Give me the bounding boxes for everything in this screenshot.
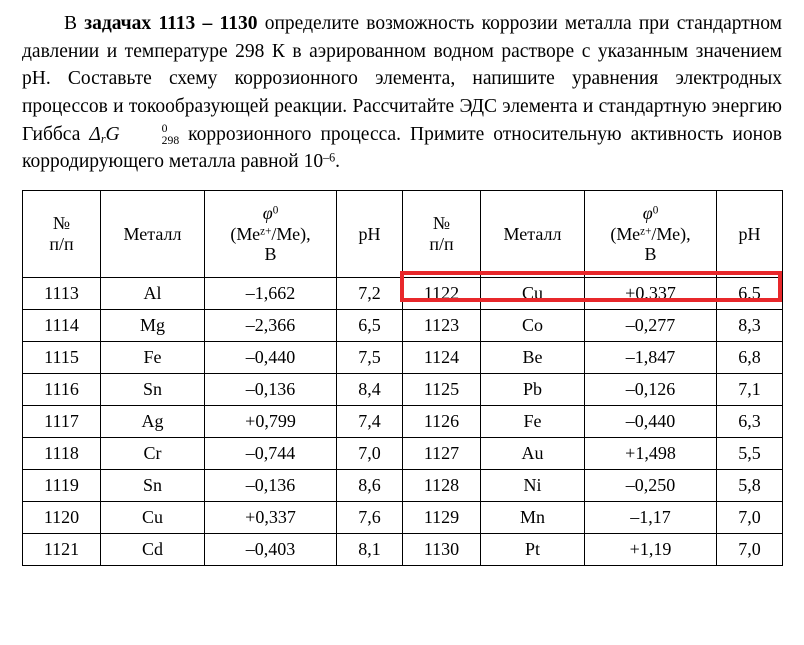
gibbs-letter-g: G	[105, 123, 120, 145]
cell-ph: 8,6	[337, 470, 403, 502]
cell-ph: 6,3	[717, 406, 783, 438]
header-potential-right	[585, 191, 717, 278]
header-phi-symbol-left: φ	[262, 203, 273, 224]
cell-potential: –0,277	[585, 310, 717, 342]
header-ph-right: рН	[717, 191, 783, 278]
cell-np: 1117	[23, 406, 101, 438]
header-phi-unit-right: В	[644, 244, 657, 265]
header-np-right-line2: п/п	[429, 234, 454, 255]
cell-np: 1120	[23, 502, 101, 534]
cell-potential: –2,366	[205, 310, 337, 342]
cell-metal: Cu	[481, 278, 585, 310]
table-row	[23, 278, 783, 310]
cell-potential: –0,440	[205, 342, 337, 374]
cell-ph: 7,2	[337, 278, 403, 310]
header-np-right-line1: №	[432, 213, 451, 234]
header-phi-sup-right: 0	[652, 204, 659, 217]
cell-potential: –0,136	[205, 374, 337, 406]
cell-potential: –1,17	[585, 502, 717, 534]
table-row	[23, 502, 783, 534]
cell-potential: –0,403	[205, 534, 337, 566]
table-row	[23, 470, 783, 502]
cell-potential: –0,126	[585, 374, 717, 406]
table-row	[23, 342, 783, 374]
cell-np: 1124	[403, 342, 481, 374]
cell-ph: 7,0	[337, 438, 403, 470]
table-row	[23, 310, 783, 342]
cell-np: 1113	[23, 278, 101, 310]
intro-segment-2: определите возможность коррозии металла при стандартном давлении и температуре 298 К в аэрированном водном растворе с указанным значением рН. Составьте схему коррозионного элемента, напишите уравнения электродных процессов и токообразующей реакции. Рассчитайте ЭДС элемента и стандартную энергию Гиббса	[22, 13, 782, 145]
header-potential-left	[205, 191, 337, 278]
cell-np: 1114	[23, 310, 101, 342]
cell-np: 1126	[403, 406, 481, 438]
cell-potential: +0,799	[205, 406, 337, 438]
cell-metal: Au	[481, 438, 585, 470]
cell-ph: 8,1	[337, 534, 403, 566]
cell-ph: 8,3	[717, 310, 783, 342]
cell-ph: 7,4	[337, 406, 403, 438]
cell-metal: Cu	[101, 502, 205, 534]
cell-potential: –0,136	[205, 470, 337, 502]
cell-ph: 7,6	[337, 502, 403, 534]
cell-potential: +0,337	[585, 278, 717, 310]
gibbs-subscript-r: r	[100, 131, 106, 146]
cell-ph: 6,5	[337, 310, 403, 342]
header-phi-symbol-right: φ	[642, 203, 653, 224]
cell-np: 1121	[23, 534, 101, 566]
header-phi-charge-left: z+	[260, 225, 272, 238]
header-np-left	[23, 191, 101, 278]
cell-potential: –1,662	[205, 278, 337, 310]
cell-np: 1129	[403, 502, 481, 534]
table-row	[23, 406, 783, 438]
task-range-bold: задачах 1113 – 1130	[84, 13, 258, 34]
gibbs-superscript: 0	[161, 122, 168, 136]
gibbs-subscript: 298	[161, 133, 180, 147]
header-phi-prefix-right: (Ме	[610, 223, 641, 244]
cell-metal: Ni	[481, 470, 585, 502]
cell-metal: Fe	[481, 406, 585, 438]
cell-potential: +0,337	[205, 502, 337, 534]
cell-ph: 7,0	[717, 534, 783, 566]
intro-segment-4: .	[335, 151, 341, 173]
cell-np: 1116	[23, 374, 101, 406]
cell-metal: Fe	[101, 342, 205, 374]
cell-metal: Ag	[101, 406, 205, 438]
cell-metal: Co	[481, 310, 585, 342]
cell-potential: +1,498	[585, 438, 717, 470]
gibbs-supsub	[120, 123, 180, 146]
header-metal-left: Металл	[101, 191, 205, 278]
cell-metal: Mn	[481, 502, 585, 534]
cell-ph: 7,1	[717, 374, 783, 406]
data-table-wrapper	[22, 190, 782, 566]
activity-exponent: –6	[323, 151, 336, 165]
cell-potential: –0,744	[205, 438, 337, 470]
intro-segment-1: В	[64, 13, 85, 34]
table-header-row	[23, 191, 783, 278]
header-ph-left: рН	[337, 191, 403, 278]
header-np-left-line1: №	[52, 213, 71, 234]
cell-np: 1115	[23, 342, 101, 374]
cell-metal: Be	[481, 342, 585, 374]
header-phi-unit-left: В	[264, 244, 277, 265]
cell-potential: –0,440	[585, 406, 717, 438]
header-phi-suffix-left: /Ме),	[271, 223, 311, 244]
cell-metal: Cr	[101, 438, 205, 470]
cell-np: 1125	[403, 374, 481, 406]
table-body	[23, 278, 783, 566]
cell-ph: 8,4	[337, 374, 403, 406]
problem-statement	[22, 10, 782, 176]
cell-metal: Pt	[481, 534, 585, 566]
cell-np: 1123	[403, 310, 481, 342]
cell-potential: –1,847	[585, 342, 717, 374]
gibbs-formula	[89, 124, 179, 145]
cell-np: 1119	[23, 470, 101, 502]
cell-metal: Pb	[481, 374, 585, 406]
cell-ph: 5,8	[717, 470, 783, 502]
cell-ph: 7,5	[337, 342, 403, 374]
cell-np: 1122	[403, 278, 481, 310]
cell-np: 1127	[403, 438, 481, 470]
cell-ph: 6,5	[717, 278, 783, 310]
cell-potential: +1,19	[585, 534, 717, 566]
cell-np: 1118	[23, 438, 101, 470]
header-phi-prefix-left: (Ме	[230, 223, 261, 244]
table-row	[23, 374, 783, 406]
cell-ph: 5,5	[717, 438, 783, 470]
cell-metal: Sn	[101, 470, 205, 502]
cell-ph: 7,0	[717, 502, 783, 534]
header-np-right	[403, 191, 481, 278]
header-np-left-line2: п/п	[49, 234, 74, 255]
cell-metal: Cd	[101, 534, 205, 566]
header-phi-charge-right: z+	[640, 225, 652, 238]
table-row	[23, 438, 783, 470]
standard-potentials-table	[22, 190, 783, 566]
cell-ph: 6,8	[717, 342, 783, 374]
cell-potential: –0,250	[585, 470, 717, 502]
gibbs-delta: Δ	[89, 123, 101, 145]
cell-metal: Sn	[101, 374, 205, 406]
table-header	[23, 191, 783, 278]
cell-metal: Mg	[101, 310, 205, 342]
header-phi-sup-left: 0	[272, 204, 279, 217]
header-metal-right: Металл	[481, 191, 585, 278]
header-phi-suffix-right: /Ме),	[651, 223, 691, 244]
cell-np: 1130	[403, 534, 481, 566]
table-row	[23, 534, 783, 566]
cell-np: 1128	[403, 470, 481, 502]
intro-segment-3: коррозионного процесса. Примите относительную активность ионов корродирующего металла равной 10	[22, 123, 782, 173]
cell-metal: Al	[101, 278, 205, 310]
